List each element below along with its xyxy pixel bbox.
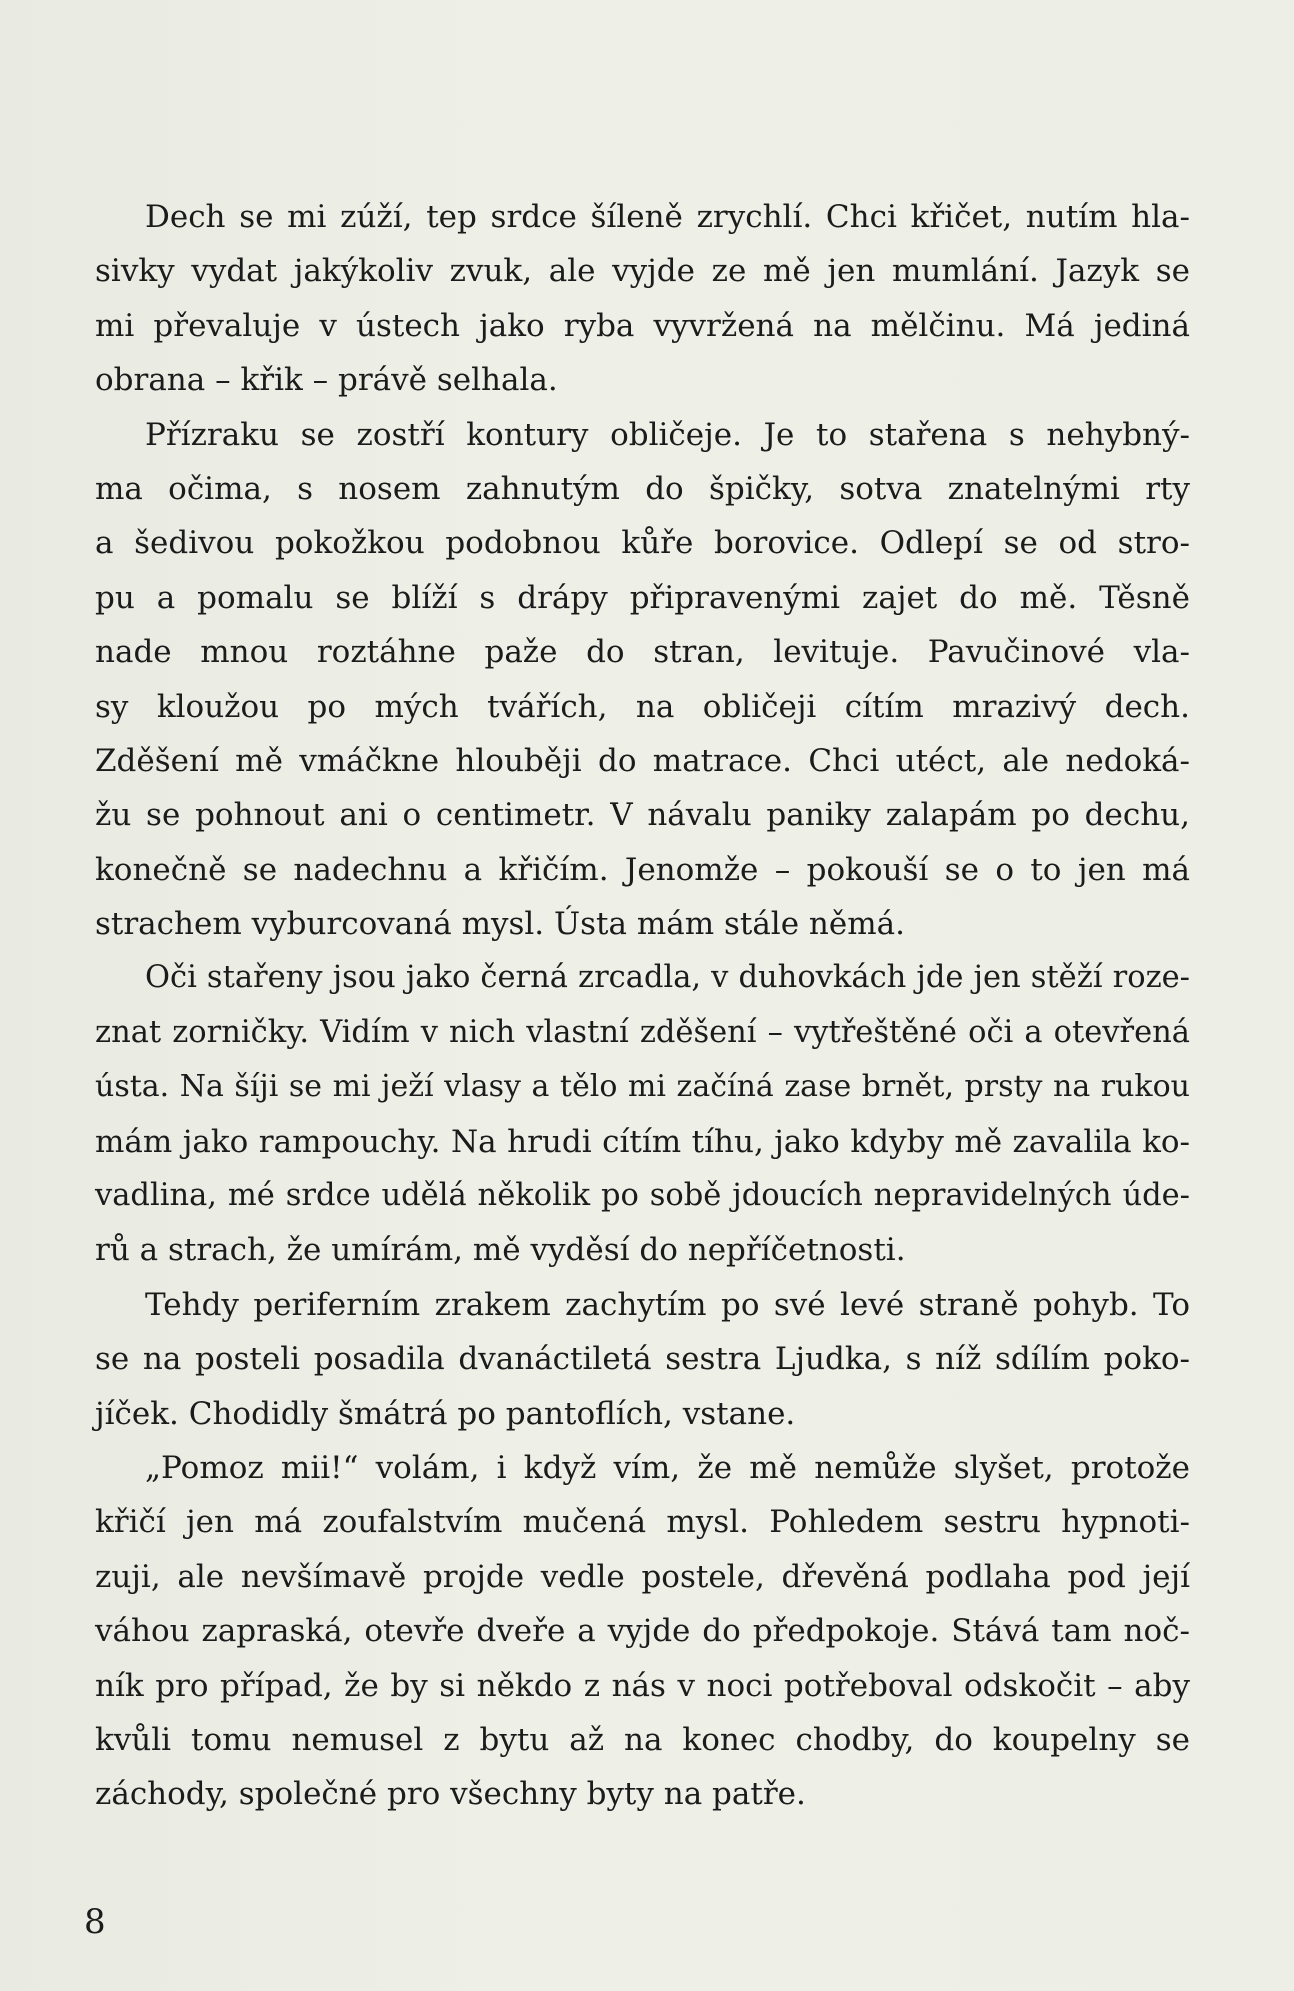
text-line: ma očima, s nosem zahnutým do špičky, sotva znatelnými rty: [95, 470, 1190, 507]
text-line: jíček. Chodidly šmátrá po pantoflích, vstane.: [95, 1395, 796, 1432]
text-line: a šedivou pokožkou podobnou kůře borovice. Odlepí se od stro-: [95, 525, 1190, 562]
text-line: sy kloužou po mých tvářích, na obličeji cítím mrazivý dech.: [95, 688, 1190, 725]
text-line: Tehdy periferním zrakem zachytím po své levé straně pohyb. To: [145, 1286, 1190, 1323]
text-line: vadlina, mé srdce udělá několik po sobě jdoucích nepravidelných úde-: [95, 1178, 1190, 1214]
text-line: mi převaluje v ústech jako ryba vyvržená na mělčinu. Má jediná: [95, 307, 1190, 344]
text-line: kvůli tomu nemusel z bytu až na konec chodby, do koupelny se: [95, 1721, 1190, 1758]
text-line: obrana – křik – právě selhala.: [95, 362, 558, 399]
text-line: Zděšení mě vmáčkne hlouběji do matrace. Chci utéct, ale nedoká-: [95, 742, 1190, 779]
text-line: nade mnou roztáhne paže do stran, levituje. Pavučinové vla-: [95, 634, 1190, 671]
text-line: se na posteli posadila dvanáctiletá sestra Ljudka, s níž sdílím poko-: [95, 1341, 1190, 1378]
text-line: záchody, společné pro všechny byty na patře.: [95, 1776, 806, 1813]
text-line: žu se pohnout ani o centimetr. V návalu paniky zalapám po dechu,: [95, 797, 1190, 834]
text-line: Přízraku se zostří kontury obličeje. Je to stařena s nehybný-: [145, 416, 1190, 453]
text-line: ústa. Na šíji se mi ježí vlasy a tělo mi začíná zase brnět, prsty na rukou: [95, 1069, 1190, 1105]
text-line: sivky vydat jakýkoliv zvuk, ale vyjde ze mě jen mumlání. Jazyk se: [95, 253, 1190, 290]
text-line: znat zorničky. Vidím v nich vlastní zděšení – vytřeštěné oči a otevřená: [95, 1014, 1190, 1050]
text-line: strachem vyburcovaná mysl. Ústa mám stále němá.: [95, 906, 905, 943]
text-line: zuji, ale nevšímavě projde vedle postele, dřevěná podlaha pod její: [95, 1558, 1190, 1595]
body-text: [95, 190, 1190, 1822]
text-line: rů a strach, že umírám, mě vyděsí do nepříčetnosti.: [95, 1232, 906, 1269]
text-line: Dech se mi zúží, tep srdce šíleně zrychlí. Chci křičet, nutím hla-: [145, 199, 1190, 235]
text-line: váhou zapraská, otevře dveře a vyjde do předpokoje. Stává tam noč-: [95, 1613, 1190, 1650]
text-line: konečně se nadechnu a křičím. Jenomže – pokouší se o to jen má: [95, 851, 1190, 888]
text-line: ník pro případ, že by si někdo z nás v noci potřeboval odskočit – aby: [95, 1667, 1190, 1704]
text-line: pu a pomalu se blíží s drápy připravenými zajet do mě. Těsně: [95, 579, 1190, 616]
text-line: Oči stařeny jsou jako černá zrcadla, v duhovkách jde jen stěží roze-: [145, 960, 1190, 996]
text-line: křičí jen má zoufalstvím mučená mysl. Pohledem sestru hypnoti-: [95, 1504, 1190, 1541]
text-line: mám jako rampouchy. Na hrudi cítím tíhu, jako kdyby mě zavalila ko-: [95, 1123, 1190, 1160]
page-number: 8: [84, 1902, 106, 1942]
text-line: „Pomoz mii!“ volám, i když vím, že mě nemůže slyšet, protože: [145, 1449, 1190, 1486]
